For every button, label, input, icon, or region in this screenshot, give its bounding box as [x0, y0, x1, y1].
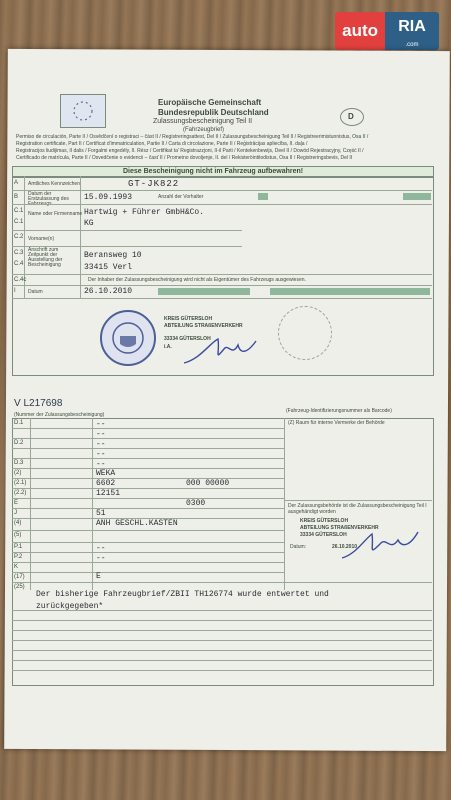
translation-line: Permiso de circulación, Parte II / Osvědčení o registraci – část II / Registreringsattest, Del II / Zulassungsbescheinigung Teil II / Registreerimistunnistus, Osa II / [16, 134, 369, 140]
certificate-serial: V L217698 [14, 398, 63, 409]
remark-line-1: Der bisherige Fahrzeugbrief/ZBII TH126774 wurde entwertet und [36, 590, 329, 599]
header-title-eu: Europäische Gemeinschaft [158, 98, 262, 107]
tsn-code: 12151 [96, 489, 121, 498]
check-digit: 0300 [186, 499, 206, 508]
handwritten-signature [338, 526, 422, 562]
seal-placeholder-circle [278, 306, 332, 360]
remark-line-2: zurückgegeben* [36, 602, 104, 611]
holder-name: Hartwig + Führer GmbH&Co. [84, 208, 205, 217]
translation-line: Registration certificate, Part II / Certificat d'immatriculation, Partie II / Carta di circolazione, Parte II / Reģistrācijas apliecība, II. daļa / [16, 141, 308, 147]
header-subtitle: Zulassungsbescheinigung Teil II [153, 118, 253, 125]
first-registration-date: 15.09.1993 [84, 193, 133, 202]
vehicle-make: WEKA [96, 469, 116, 478]
document-sheet: Europäische Gemeinschaft Bundesrepublik Deutschland Zulassungsbescheinigung Teil II (Fahrzeugbrief) D Permiso de circulación, Parte II / Osvědčení o registraci – část II / Registreringsattest, Del II / Zulassungsbescheinigung Teil II / Registreerimistunnistus, Osa II / Registration certificate, Part II / Certificat d'immatriculation, Partie II / Carta di circolazione, Parte II / Reģistrācijas apliecība, II. daļa / Registracijos liudijimas, II dalis / Forgalmi engedély, II. Rész / Certifikat ta' Registrazzjoni, II-il Parti / Kentekenbewijs, Deel II / Dowód Rejestracyjny, Część II / Certificado de matrícula, Parte II / Osvedčenie o evidencii – časť II / Prometno dovoljenje, II. del / Rekisteröintitodistus, Osa II / Registreringsbevis, Del II Diese Bescheinigung nicht im Fahrzeug aufbewahren! A Amtliches Kennzeichen GT-JK822 B Datum der Erstzulassung des Fahrzeugs 15.09.1993 Anzahl der Vorhalter C.1 Name oder Firmenname Hartwig + Führer GmbH&Co. KG C.1 C.2 Vorname(n) C.3 Anschrift zum Zeitpunkt der Ausstellung der Bescheinigung Beransweg 10 33415 Verl C.4 C.4c Der Inhaber der Zulassungsbescheinigung wird nicht als Eigentümer des Fahrzeugs ausgewiesen. I Datum 26.10.2010 KREIS GÜTERSLOH ABTEILUNG STRAßENVERKEHR 33334 GÜTERSLOH i.A. V L217698 (Nummer der Zulassungsbescheinigung) (Fahrzeug-Identifizierungsnummer als Barcode) D.1 D.2 D.3 (2) (2.1) (2.2) E J (4) (5) P.1 P.2 K (17) (25) -- -- -- -- -- WEKA 6602 000 00000 12151 0300 51 ANH GESCHL.KASTEN -- -- E (Z) Raum für interne Vermerke der Behörde Der Zulassungsbehörde ist die Zulassungsbescheinigung Teil I ausgehändigt worden KREIS GÜTERSLOH ABTEILUNG STRAßENVERKEHR 33334 GÜTERSLOH Datum: 26.10.2010 Der bisherige Fahrzeugbrief/ZBII TH126774 wurde entwertet und zurückgegeben* [8, 58, 436, 738]
official-stamp-seal [100, 310, 156, 366]
holder-name-2: KG [84, 219, 94, 228]
country-oval: D [340, 108, 364, 126]
issue-date: 26.10.2010 [84, 287, 133, 296]
translation-line: Registracijos liudijimas, II dalis / Forgalmi engedély, II. Rész / Certifikat ta' Registrazzjoni, II-il Parti / Kentekenbewijs, Deel II / Dowód Rejestracyjny, Część II / [16, 148, 364, 154]
remarks-label: (Z) Raum für interne Vermerke der Behörde [288, 420, 385, 426]
holder-street: Beransweg 10 [84, 251, 142, 260]
hsn-code: 6602 [96, 479, 116, 488]
eu-flag-icon [60, 94, 106, 128]
holder-city: 33415 Verl [84, 263, 133, 272]
handover-date: 26.10.2010 [332, 544, 358, 550]
header-subtitle-2: (Fahrzeugbrief) [183, 127, 225, 133]
type-code: 000 00000 [186, 479, 230, 488]
autoria-watermark: auto RIA .com [335, 12, 439, 50]
body-type: ANH GESCHL.KASTEN [96, 519, 178, 528]
warning-banner: Diese Bescheinigung nicht im Fahrzeug aufbewahren! [12, 166, 434, 178]
ownership-note: Der Inhaber der Zulassungsbescheinigung wird nicht als Eigentümer des Fahrzeugs ausgewiesen. [88, 277, 306, 283]
symbol-code: E [96, 572, 101, 581]
plate-number: GT-JK822 [128, 179, 180, 189]
vehicle-class: 51 [96, 509, 106, 518]
header-title-de: Bundesrepublik Deutschland [158, 108, 269, 117]
translation-line: Certificado de matrícula, Parte II / Osvedčenie o evidencii – časť II / Prometno dovoljenje, II. del / Rekisteröintitodistus, Osa II / Registreringsbevis, Del II [16, 155, 353, 161]
handwritten-signature [180, 333, 260, 367]
